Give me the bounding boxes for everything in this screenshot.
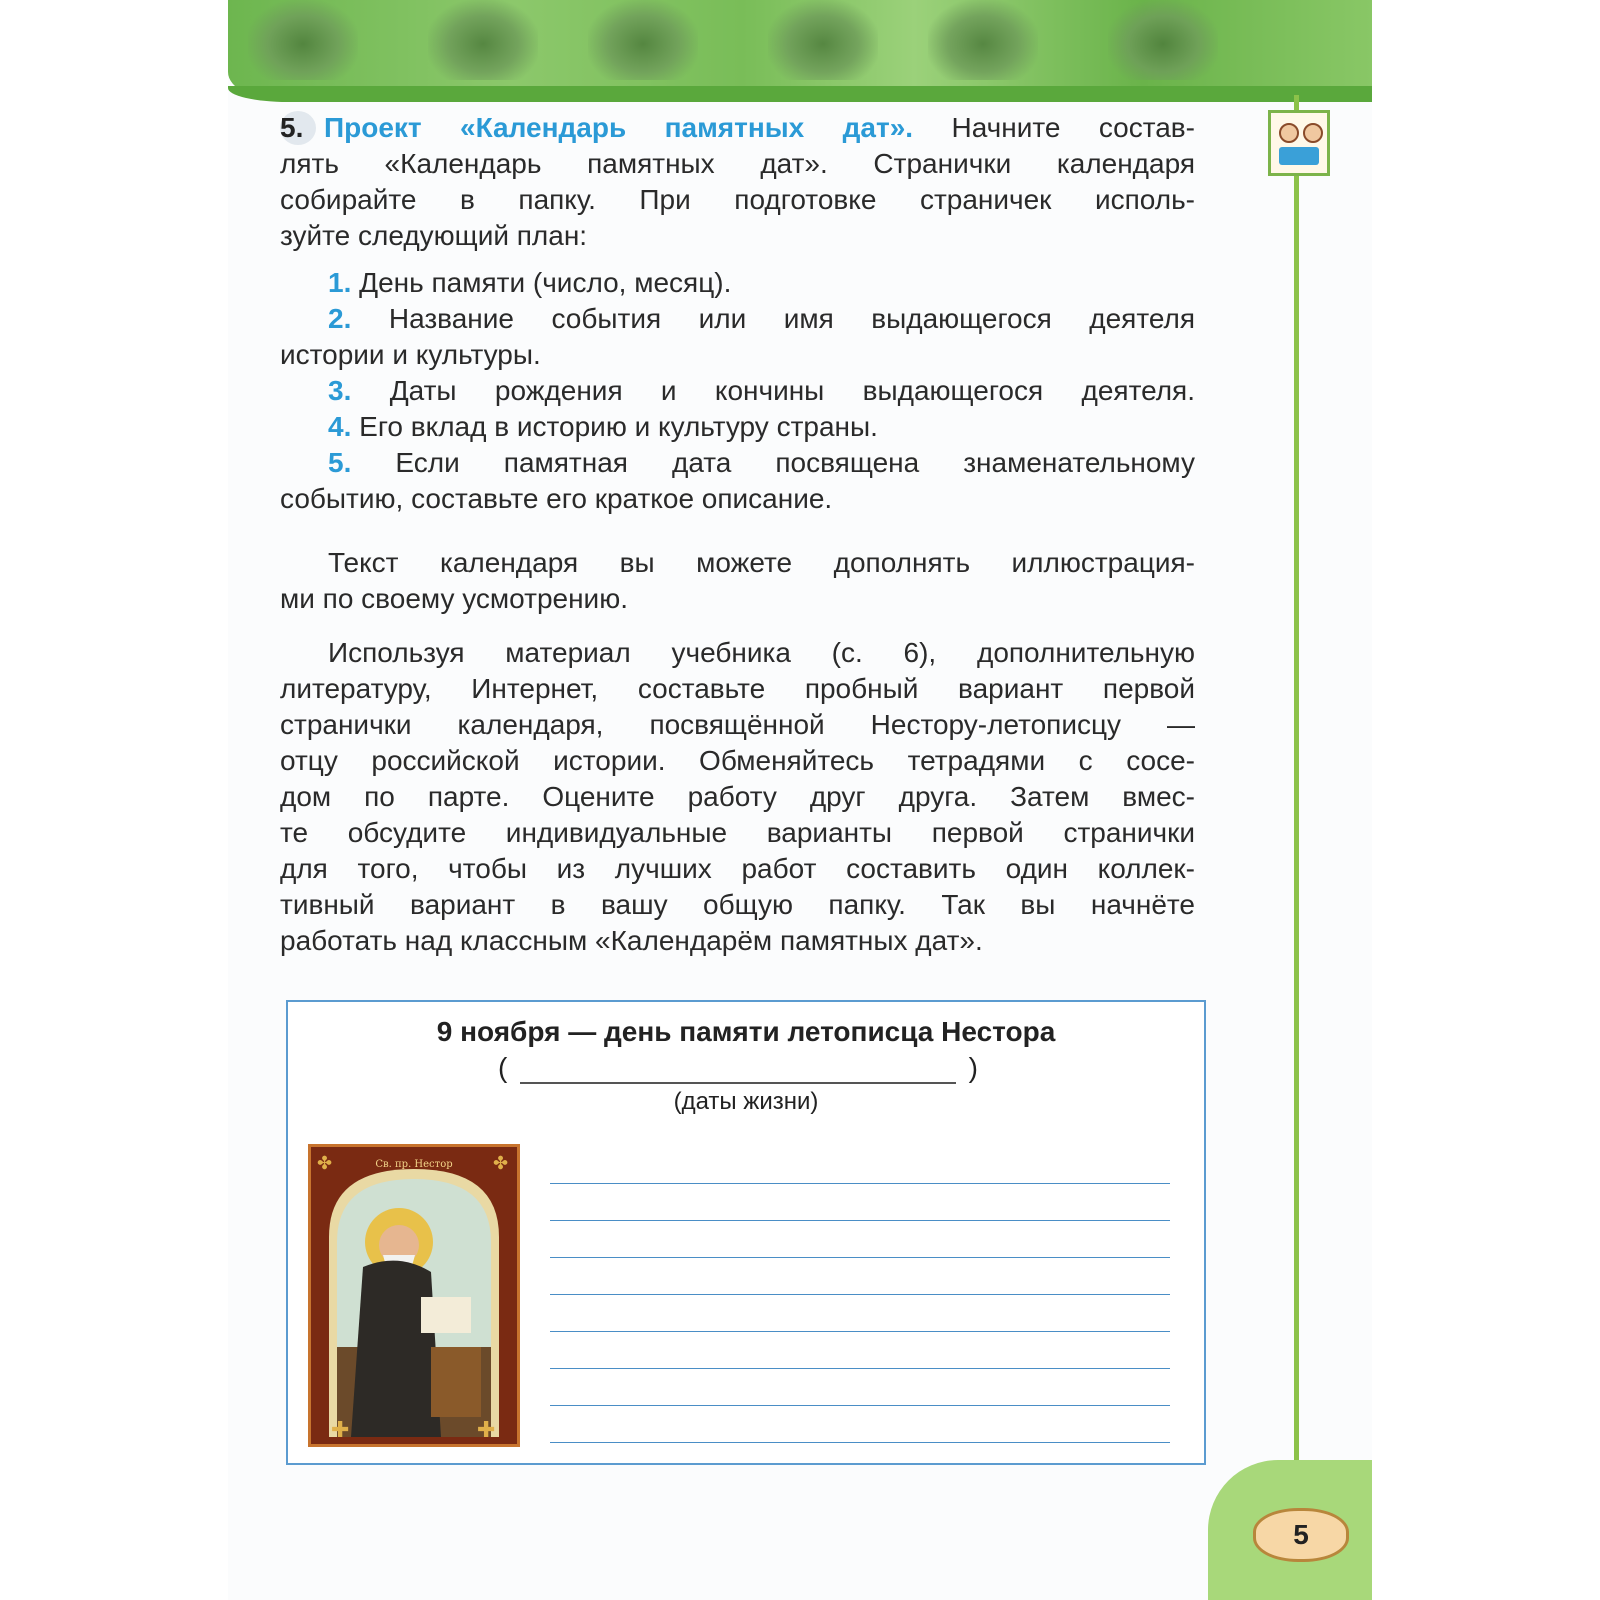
text-line: те обсудите индивидуальные варианты первой странички — [280, 817, 1195, 848]
plan-list — [280, 265, 1195, 517]
banner-portrait — [428, 0, 538, 80]
textbook-page — [228, 0, 1372, 1600]
text-line: собирайте в папку. При подготовке страничек исполь- — [280, 184, 1195, 215]
text-line: странички календаря, посвящённой Нестору-летописцу — — [280, 709, 1195, 740]
writing-line[interactable] — [550, 1258, 1170, 1295]
header-banner — [228, 0, 1372, 102]
paragraph-illustrations — [280, 545, 1195, 617]
text-line: дом по парте. Оцените работу друг друга. Затем вмес- — [280, 781, 1195, 812]
plan-item: 3. Даты рождения и кончины выдающегося деятеля. — [328, 375, 1195, 406]
plan-item: 4. Его вклад в историю и культуру страны. — [328, 411, 878, 442]
nestor-icon-image — [308, 1144, 520, 1447]
writing-line[interactable] — [550, 1184, 1170, 1221]
text-line: Используя материал учебника (с. 6), дополнительную — [328, 637, 1195, 668]
plan-item: 5. Если памятная дата посвящена знаменательному — [328, 447, 1196, 478]
text-line: литературу, Интернет, составьте пробный вариант первой — [280, 673, 1195, 704]
svg-text:✚: ✚ — [331, 1417, 350, 1442]
text-line: для того, чтобы из лучших работ составить один коллек- — [280, 853, 1195, 884]
task-title: Проект «Календарь памятных дат». — [324, 112, 914, 143]
life-dates-field[interactable] — [498, 1052, 978, 1086]
writing-line[interactable] — [550, 1369, 1170, 1406]
icon-caption — [375, 1159, 452, 1170]
paren-close: ) — [968, 1052, 978, 1083]
task-intro — [280, 110, 1195, 254]
text-line: лять «Календарь памятных дат». Странички календаря — [280, 148, 1195, 179]
svg-text:Св. пр. Нестор: Св. пр. Нестор — [375, 1159, 453, 1170]
banner-stripe — [228, 86, 1372, 102]
svg-text:✤: ✤ — [493, 1153, 509, 1173]
text-line: Текст календаря вы можете дополнять иллюстрация- — [328, 547, 1195, 578]
writing-line[interactable] — [550, 1332, 1170, 1369]
writing-line[interactable] — [550, 1221, 1170, 1258]
plan-item: 2. Название события или имя выдающегося деятеля — [328, 303, 1195, 334]
text-line: работать над классным «Календарём памятных дат». — [280, 925, 983, 956]
life-dates-blank[interactable] — [520, 1082, 956, 1084]
writing-line[interactable] — [550, 1147, 1170, 1184]
text-line: отцу российской истории. Обменяйтесь тетрадями с сосе- — [280, 745, 1195, 776]
svg-text:✤: ✤ — [317, 1153, 333, 1173]
svg-text:✚: ✚ — [477, 1417, 496, 1442]
banner-portrait — [588, 0, 698, 80]
writing-line[interactable] — [550, 1406, 1170, 1443]
banner-portrait — [1108, 0, 1218, 80]
banner-portrait — [768, 0, 878, 80]
text-line: тивный вариант в вашу общую папку. Так вы начнёте — [280, 889, 1195, 920]
writing-lines[interactable] — [550, 1147, 1170, 1443]
text-line: Начните состав- — [951, 112, 1196, 143]
dates-caption: (даты жизни) — [673, 1088, 819, 1115]
banner-portrait — [928, 0, 1038, 80]
plan-item: 1. День памяти (число, месяц). — [328, 267, 732, 298]
text-line: зуйте следующий план: — [280, 220, 588, 251]
margin-line — [1294, 95, 1299, 1525]
writing-line[interactable] — [550, 1295, 1170, 1332]
page-number: 5 — [1253, 1508, 1349, 1562]
calendar-title: 9 ноября — день памяти летописца Нестора — [436, 1016, 1056, 1047]
pair-work-icon — [1268, 110, 1330, 176]
plan-item-cont: событию, составьте его краткое описание. — [280, 483, 833, 514]
task-number: 5. — [280, 111, 316, 145]
text-line: ми по своему усмотрению. — [280, 583, 628, 614]
paragraph-instructions — [280, 635, 1195, 959]
banner-portrait — [248, 0, 358, 80]
paren-open: ( — [498, 1052, 508, 1083]
plan-item-cont: истории и культуры. — [280, 339, 541, 370]
calendar-page-box — [286, 1000, 1206, 1465]
